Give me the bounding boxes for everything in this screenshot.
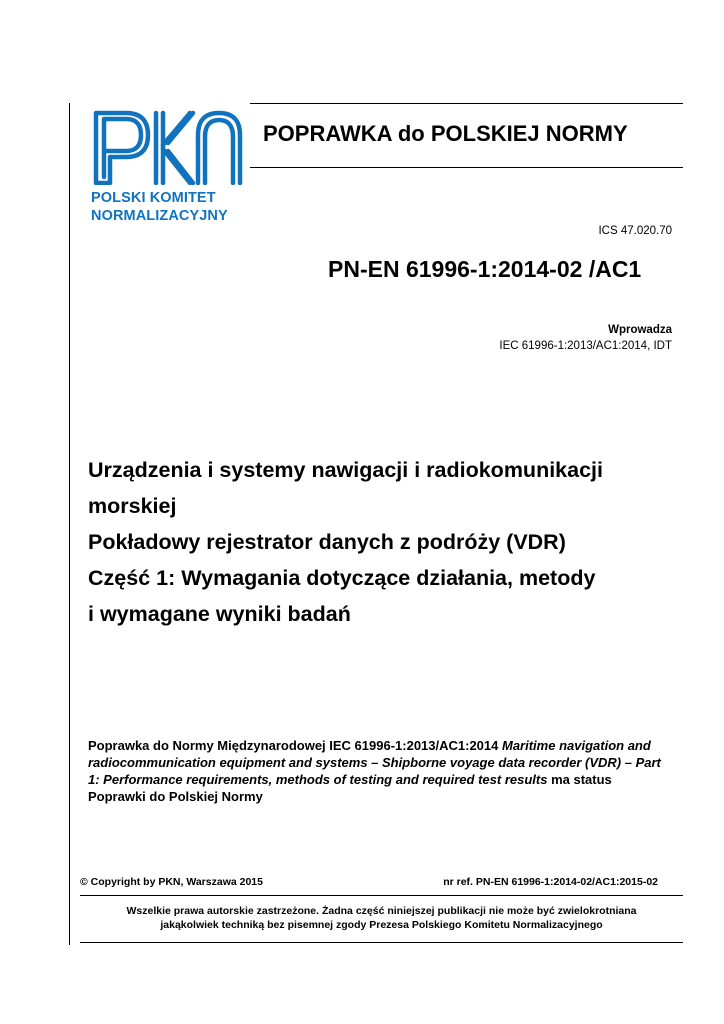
amendment-note-english-title: Maritime navigation and radiocommunication equipment and systems – Shipborne voyage data recorder (VDR) – Part 1: Performance requirements, methods of testing and required test results [88, 738, 661, 787]
left-margin-rule [69, 103, 70, 945]
logo-text-line-2: NORMALIZACYJNY [91, 208, 228, 224]
logo-text-line-1: POLSKI KOMITET [91, 190, 216, 206]
amendment-note-prefix: Poprawka do Normy Międzynarodowej IEC 61996-1:2013/AC1:2014 [88, 738, 502, 753]
rights-line-1: Wszelkie prawa autorskie zastrzeżone. Żadna część niniejszej publikacji nie może być zwielokrotniana [126, 905, 637, 917]
amendment-note [88, 737, 673, 805]
pkn-logo-mark [90, 107, 246, 185]
footer-rule-bottom [80, 942, 683, 943]
document-type-heading: POPRAWKA do POLSKIEJ NORMY [263, 121, 628, 146]
copyright: © Copyright by PKN, Warszawa 2015 [80, 876, 263, 888]
standard-title [88, 452, 688, 632]
rights-line-2: jakąkolwiek techniką bez pisemnej zgody Prezesa Polskiego Komitetu Normalizacyjnego [160, 919, 603, 931]
title-line: Pokładowy rejestrator danych z podróży (VDR) [88, 530, 566, 554]
ics-code: ICS 47.020.70 [598, 225, 672, 237]
title-rule [250, 167, 683, 168]
title-line: i wymagane wyniki badań [88, 602, 351, 626]
pkn-logo [90, 107, 246, 227]
rights-notice [80, 904, 683, 932]
amendment-note-suffix: ma status Poprawki do Polskiej Normy [88, 772, 612, 804]
introduces-label: Wprowadza [608, 324, 672, 336]
title-line: Część 1: Wymagania dotyczące działania, metody [88, 566, 596, 590]
reference-number: nr ref. PN-EN 61996-1:2014-02/AC1:2015-02 [443, 876, 658, 888]
standard-number: PN-EN 61996-1:2014-02 /AC1 [328, 256, 642, 282]
top-rule [250, 103, 683, 104]
title-line: Urządzenia i systemy nawigacji i radiokomunikacji [88, 458, 603, 482]
footer-rule-top [80, 895, 683, 896]
title-line: morskiej [88, 494, 177, 518]
introduces-value: IEC 61996-1:2013/AC1:2014, IDT [499, 340, 672, 352]
